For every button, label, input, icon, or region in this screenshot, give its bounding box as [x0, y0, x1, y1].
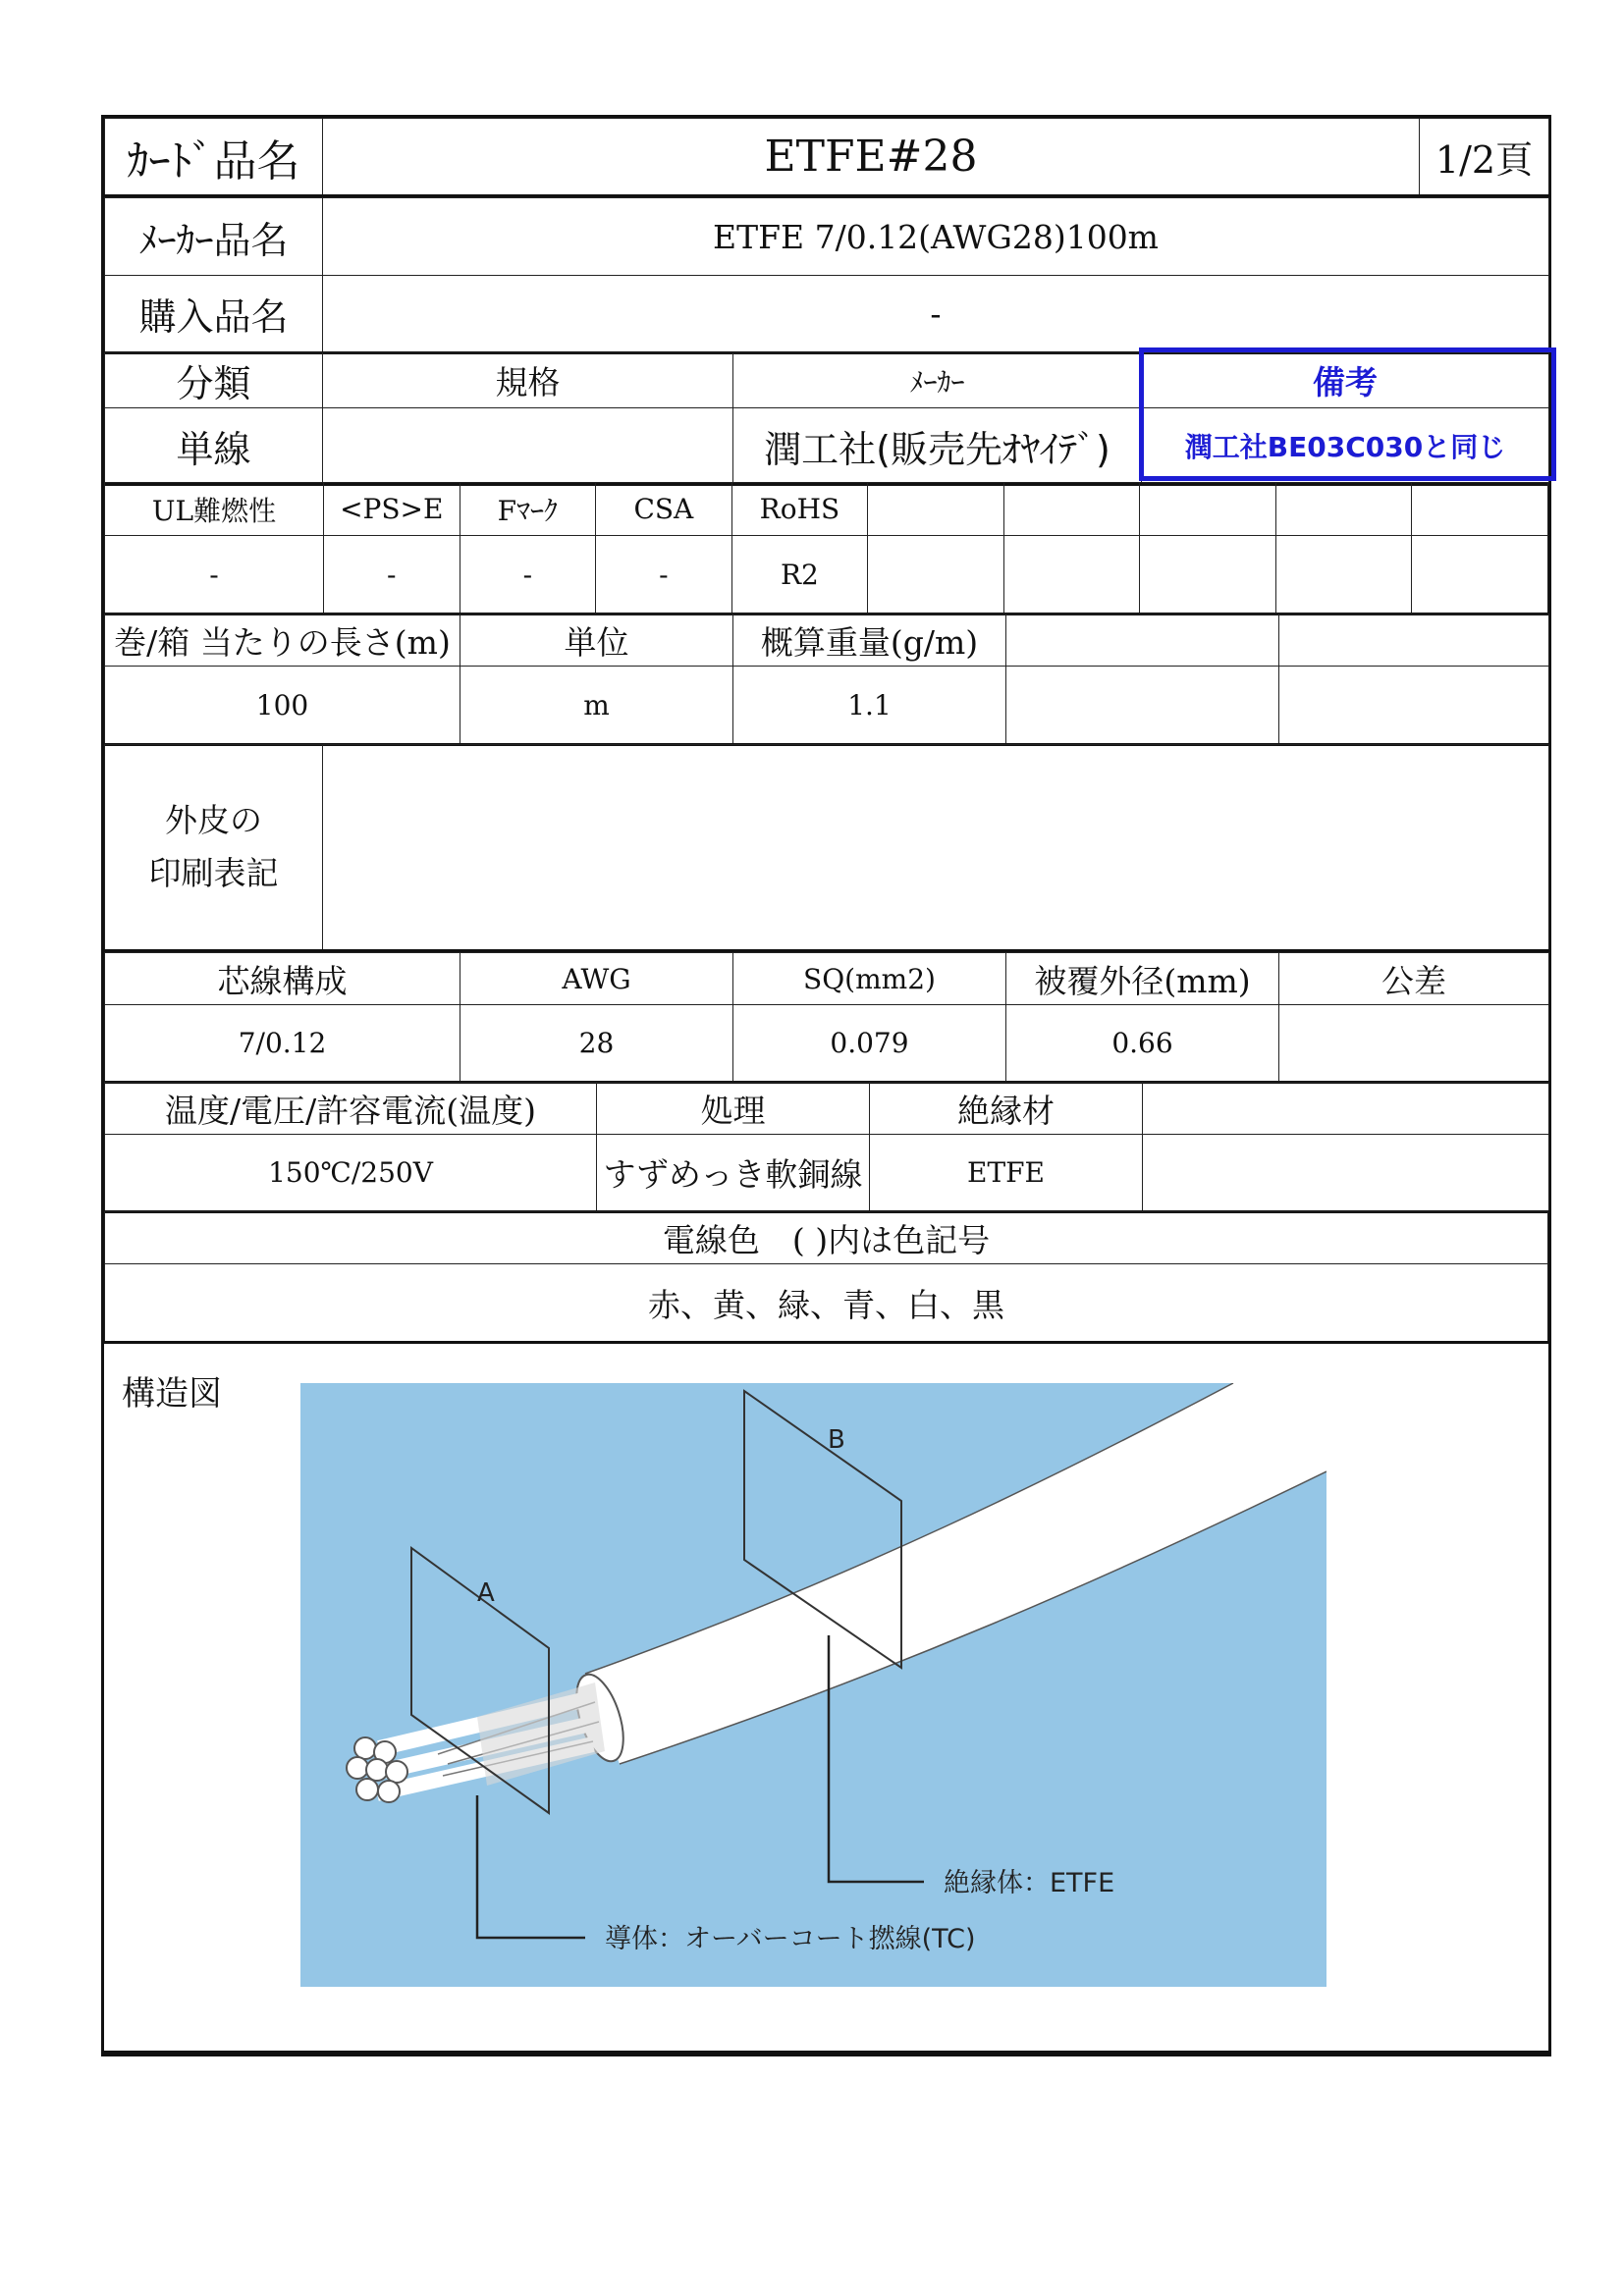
tolerance-value [1279, 1005, 1549, 1083]
length-blank-cell [1279, 667, 1549, 745]
standard-header-blank [1003, 483, 1140, 536]
length-value: 100 [105, 667, 460, 745]
classification-section [104, 352, 1548, 482]
insulation-label: 絶縁材 [870, 1083, 1143, 1135]
length-blank-cell [1006, 667, 1279, 745]
temperature-value: 150℃/250V [105, 1135, 597, 1212]
remarks-label: 備考 [1142, 353, 1549, 408]
treatment-value: すずめっき軟銅線 [597, 1135, 870, 1212]
remarks-value: 潤工社BE03C030と同じ [1142, 408, 1549, 485]
standard-value-blank [1275, 536, 1412, 614]
purchase-name-value: - [323, 276, 1549, 353]
print-marking-section [104, 744, 1548, 952]
classification-label: 分類 [105, 353, 323, 408]
spec-sheet [101, 115, 1551, 2054]
sq-value: 0.079 [733, 1005, 1006, 1083]
standard-value-blank [1140, 536, 1276, 614]
standard-header-blank [1140, 483, 1276, 536]
rating-blank-cell [1143, 1135, 1549, 1212]
awg-label: AWG [460, 953, 733, 1005]
structure-title: 構造図 [122, 1374, 222, 1414]
length-label: 巻/箱 当たりの長さ(m) [105, 614, 460, 667]
rating-blank-cell [1143, 1083, 1549, 1135]
maker-value: 潤工社(販売先ｵﾔｲﾃﾞ) [733, 408, 1142, 485]
maker-product-value: ETFE 7/0.12(AWG28)100m [323, 198, 1549, 276]
standard-header-ul: UL難燃性 [105, 483, 324, 536]
standard-value-blank [1003, 536, 1140, 614]
standard-value-fmark: - [460, 536, 596, 614]
card-name-label: ｶｰﾄﾞ品名 [105, 119, 323, 196]
print-label-line1: 外皮の [165, 801, 262, 839]
wire-color-section [104, 1211, 1548, 1342]
awg-value: 28 [460, 1005, 733, 1083]
outer-diameter-label: 被覆外径(mm) [1006, 953, 1279, 1005]
standard-value-blank [1412, 536, 1548, 614]
core-label: 芯線構成 [105, 953, 460, 1005]
cable-structure-diagram [300, 1383, 1326, 1987]
tolerance-label: 公差 [1279, 953, 1549, 1005]
length-blank-cell [1006, 614, 1279, 667]
print-marking-value [323, 745, 1549, 951]
page-number: 1/2頁 [1420, 119, 1549, 196]
maker-product-label: ﾒｰｶｰ品名 [105, 198, 323, 276]
standard-header-blank [1275, 483, 1412, 536]
standard-value-ul: - [105, 536, 324, 614]
standard-value-pse: - [324, 536, 460, 614]
spec-label: 規格 [323, 353, 733, 408]
standard-header-blank [868, 483, 1004, 536]
wire-color-value: 赤、黄、緑、青、白、黒 [105, 1264, 1548, 1343]
print-marking-label [105, 745, 323, 951]
insulation-value: ETFE [870, 1135, 1143, 1212]
section-label-a: A [477, 1578, 495, 1608]
sq-label: SQ(mm2) [733, 953, 1006, 1005]
standards-section [104, 482, 1548, 614]
treatment-label: 処理 [597, 1083, 870, 1135]
insulator-callout: 絶縁体：ETFE [944, 1868, 1115, 1898]
standard-value-csa: - [596, 536, 732, 614]
classification-value: 単線 [105, 408, 323, 485]
standard-header-fmark: Fﾏｰｸ [460, 483, 596, 536]
spec-value [323, 408, 733, 485]
standard-header-rohs: RoHS [731, 483, 868, 536]
standard-value-rohs: R2 [731, 536, 868, 614]
outer-diameter-value: 0.66 [1006, 1005, 1279, 1083]
maker-label: ﾒｰｶｰ [733, 353, 1142, 408]
core-section [104, 952, 1548, 1082]
card-name-value: ETFE#28 [323, 119, 1420, 196]
standard-value-blank [868, 536, 1004, 614]
temperature-label: 温度/電圧/許容電流(温度) [105, 1083, 597, 1135]
length-blank-cell [1279, 614, 1549, 667]
length-section [104, 614, 1548, 744]
card-name-row [104, 118, 1548, 197]
core-value: 7/0.12 [105, 1005, 460, 1083]
sheet-bottom-rule [101, 2054, 1551, 2056]
unit-label: 単位 [460, 614, 733, 667]
print-label-line2: 印刷表記 [148, 854, 279, 892]
standard-header-csa: CSA [596, 483, 732, 536]
section-label-b: B [828, 1425, 845, 1455]
wire-color-label: 電線色 ( )内は色記号 [105, 1212, 1548, 1264]
structure-section [104, 1342, 1548, 2051]
rating-section [104, 1082, 1548, 1211]
standard-header-pse: <PS>E [324, 483, 460, 536]
weight-value: 1.1 [733, 667, 1006, 745]
standard-header-blank [1412, 483, 1548, 536]
conductor-callout: 導体：オーバーコート撚線(TC) [605, 1924, 976, 1954]
product-names [104, 197, 1548, 352]
weight-label: 概算重量(g/m) [733, 614, 1006, 667]
unit-value: m [460, 667, 733, 745]
purchase-name-label: 購入品名 [105, 276, 323, 353]
